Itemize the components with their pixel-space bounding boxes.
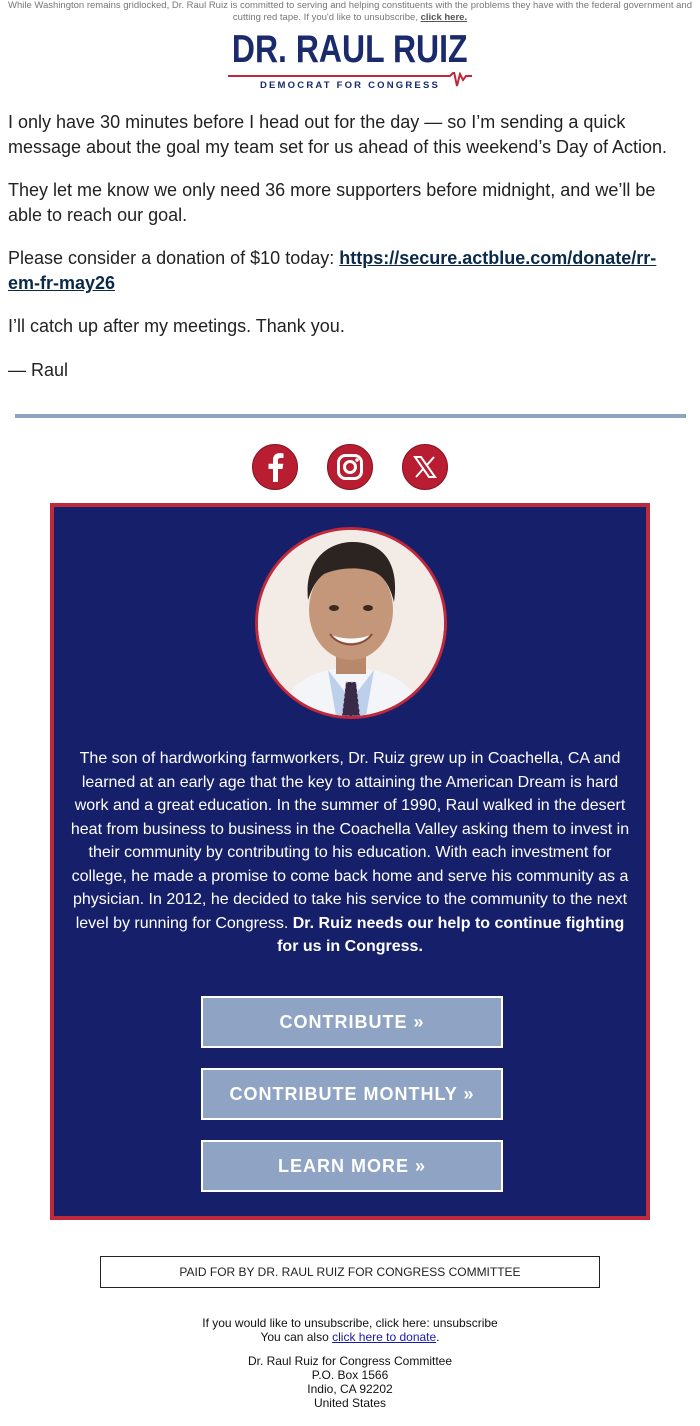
footer-donate-line [0,1330,700,1344]
bio-call-to-action: Dr. Ruiz needs our help to continue fighting for us in Congress. [277,914,625,955]
footer-donate-prefix: You can also [260,1330,333,1344]
message-paragraph-2: They let me know we only need 36 more supporters before midnight, and we’ll be able to reach our goal. [8,180,656,225]
x-icon[interactable] [402,444,448,490]
footer-country: United States [313,1396,387,1410]
signoff: — Raul [8,360,69,380]
instagram-icon[interactable] [327,444,373,490]
paid-for-disclaimer: PAID FOR BY DR. RAUL RUIZ FOR CONGRESS COMMITTEE [100,1256,600,1288]
logo-tagline: DEMOCRAT FOR CONGRESS [259,80,441,91]
logo-name: DR. RAUL RUIZ [232,28,468,71]
bio-text: The son of hardworking farmworkers, Dr. Ruiz grew up in Coachella, CA and learned at an early age that the key to attaining the American Dream is hard work and a great education. In the summer of 1990, Raul walked in the desert heat from business to business in the Coachella Valley asking them to invest in their community by contributing to his education. With each investment for college, he made a promise to come back home and serve his community as a physician. In 2012, he decided to take his service to the community to the next level by running for Congress. [70,750,630,932]
footer-city: Indio, CA 92202 [307,1382,393,1396]
donate-url-link[interactable]: https://secure.actblue.com/donate/rr-em-fr-may26 [8,248,657,293]
message-paragraph-3 [8,246,688,296]
footer-donate-link[interactable]: click here to donate [332,1330,437,1344]
preheader [0,0,700,24]
contribute-button[interactable]: CONTRIBUTE » [201,996,503,1048]
footer-po-box: P.O. Box 1566 [311,1368,389,1382]
footer-donate-suffix: . [436,1330,440,1344]
candidate-bio [66,747,634,959]
campaign-logo [0,30,700,70]
learn-more-button[interactable]: LEARN MORE » [201,1140,503,1192]
candidate-photo [255,527,447,719]
message-paragraph-1: I only have 30 minutes before I head out for the day — so I’m sending a quick message about the goal my team set for us ahead of this weekend’s Day of Action. [8,112,668,157]
bio-card [50,503,650,1220]
footer-org-name: Dr. Raul Ruiz for Congress Committee [247,1354,453,1368]
contribute-monthly-button[interactable]: CONTRIBUTE MONTHLY » [201,1068,503,1120]
footer-unsubscribe-text[interactable]: If you would like to unsubscribe, click here: unsubscribe [202,1316,498,1330]
divider [15,414,686,418]
preheader-unsubscribe-link[interactable]: click here. [420,12,468,23]
preheader-text: While Washington remains gridlocked, Dr. Raul Ruiz is committed to serving and helping constituents with the problems they have with the federal government and cutting red tape. If you'd like to unsubscribe, [8,0,692,23]
facebook-icon[interactable] [252,444,298,490]
donation-ask-text: Please consider a donation of $10 today: [8,248,340,268]
message-paragraph-4: I’ll catch up after my meetings. Thank you. [8,316,345,336]
